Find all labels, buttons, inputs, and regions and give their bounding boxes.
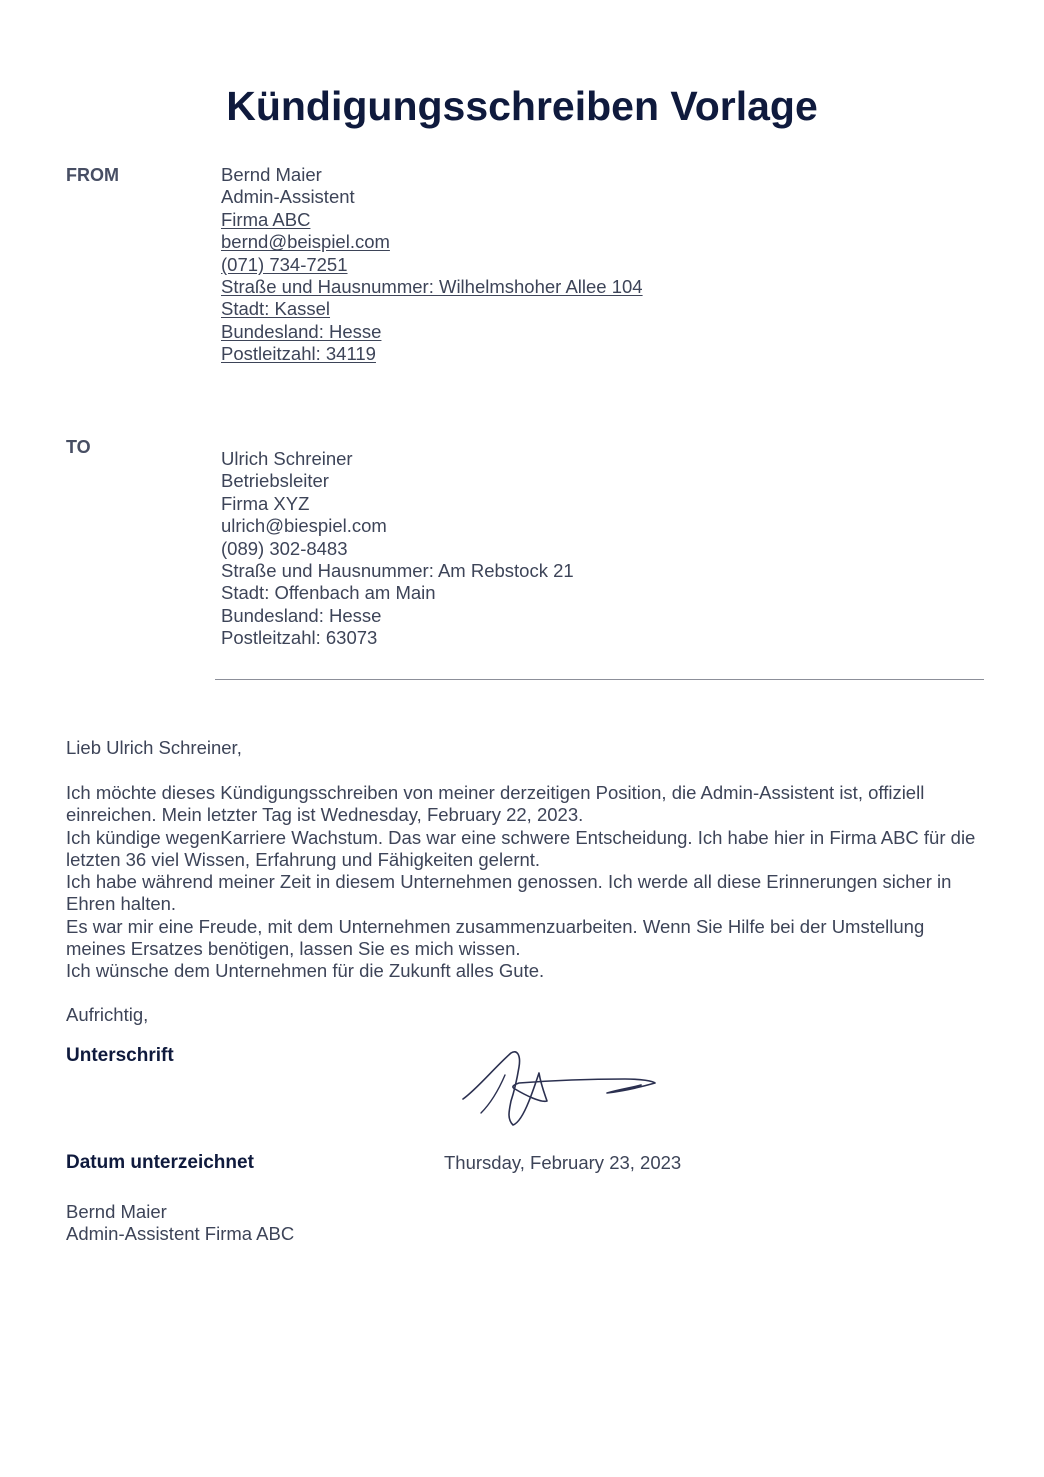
letter-closing: Aufrichtig,	[66, 1004, 149, 1025]
recipient-email: ulrich@biespiel.com	[221, 515, 387, 537]
address-divider	[215, 679, 984, 680]
letter-paragraph: Es war mir eine Freude, mit dem Unternehmen zusammenzuarbeiten. Wenn Sie Hilfe bei der Umstellung meines Ersatzes benötigen, lassen Sie es mich wissen.	[66, 915, 925, 960]
recipient-city: Stadt: Offenbach am Main	[221, 582, 436, 604]
recipient-zip: Postleitzahl: 63073	[221, 627, 378, 649]
signature-label: Unterschrift	[66, 1045, 174, 1066]
sender-city: Stadt: Kassel	[221, 298, 331, 320]
recipient-address	[221, 448, 574, 650]
recipient-phone: (089) 302-8483	[221, 537, 348, 559]
letter-greeting: Lieb Ulrich Schreiner,	[66, 737, 242, 758]
letter-paragraph: Ich kündige wegenKarriere Wachstum. Das war eine schwere Entscheidung. Ich habe hier in Firma ABC für die letzten 36 viel Wissen, Erfahrung und Fähigkeiten gelernt.	[66, 826, 976, 870]
letter-paragraph: Ich wünsche dem Unternehmen für die Zukunft alles Gute.	[66, 960, 545, 982]
signer-name: Bernd Maier	[66, 1201, 167, 1222]
recipient-street: Straße und Hausnummer: Am Rebstock 21	[221, 560, 574, 582]
document-title: Kündigungsschreiben Vorlage	[226, 83, 818, 129]
sender-address	[221, 164, 643, 366]
sender-company: Firma ABC	[221, 208, 311, 230]
sender-state: Bundesland: Hesse	[221, 320, 382, 342]
letter-paragraph: Ich möchte dieses Kündigungsschreiben von meiner derzeitigen Position, die Admin-Assistent ist, offiziell einreichen. Mein letzter Tag ist Wednesday, February 22, 2023.	[66, 782, 925, 826]
recipient-name: Ulrich Schreiner	[221, 448, 353, 469]
recipient-state: Bundesland: Hesse	[221, 604, 382, 626]
date-signed-label: Datum unterzeichnet	[66, 1152, 254, 1173]
from-label: FROM	[66, 165, 119, 185]
sender-position: Admin-Assistent	[221, 186, 355, 208]
letter-body	[66, 782, 986, 983]
recipient-position: Betriebsleiter	[221, 470, 329, 492]
date-signed-value: Thursday, February 23, 2023	[444, 1152, 682, 1173]
sender-phone: (071) 734-7251	[221, 253, 348, 275]
signer-title: Admin-Assistent Firma ABC	[66, 1223, 295, 1245]
to-label: TO	[66, 437, 91, 457]
recipient-company: Firma XYZ	[221, 492, 310, 514]
sender-street: Straße und Hausnummer: Wilhelmshoher Allee 104	[221, 276, 643, 298]
sender-zip: Postleitzahl: 34119	[221, 343, 376, 365]
letter-paragraph: Ich habe während meiner Zeit in diesem Unternehmen genossen. Ich werde all diese Erinnerungen sicher in Ehren halten.	[66, 871, 952, 915]
signer-block	[66, 1201, 294, 1246]
handwritten-signature	[455, 1045, 665, 1135]
sender-name: Bernd Maier	[221, 164, 322, 185]
sender-email: bernd@beispiel.com	[221, 231, 390, 253]
